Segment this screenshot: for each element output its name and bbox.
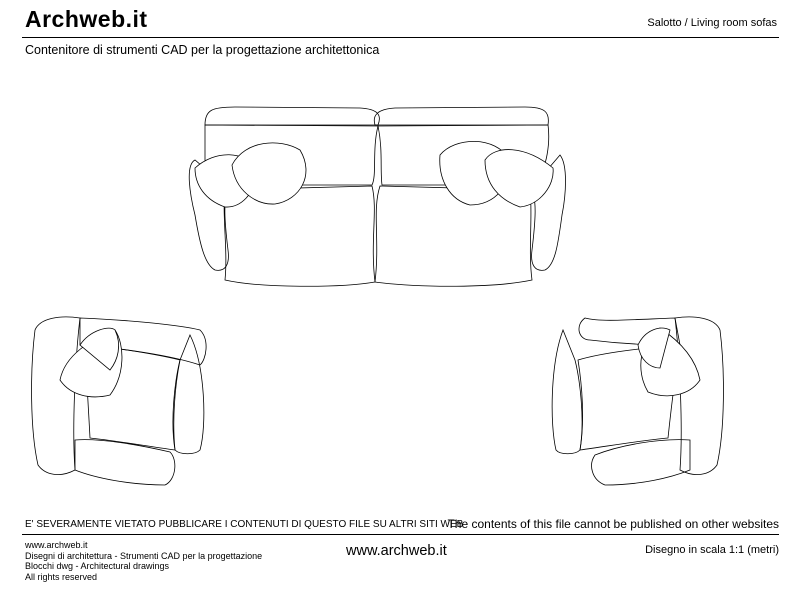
armchair-right bbox=[552, 317, 723, 485]
armchair-right-arm-side bbox=[552, 330, 582, 454]
sofa-two-seater bbox=[189, 107, 565, 286]
footer-line: All rights reserved bbox=[25, 571, 98, 582]
scale-note: Disegno in scala 1:1 (metri) bbox=[645, 544, 779, 556]
footer-line: Blocchi dwg - Architectural drawings bbox=[25, 561, 170, 571]
copyright-notice-english: The contents of this file cannot be published on other websites bbox=[447, 517, 779, 531]
armchair-left-arm-side bbox=[173, 335, 204, 454]
brand-title: Archweb.it bbox=[25, 6, 148, 32]
sofa-pillow-4 bbox=[485, 150, 553, 207]
sofa-back-right bbox=[374, 107, 548, 125]
footer-website: www.archweb.it bbox=[346, 543, 447, 559]
footer-info bbox=[25, 540, 262, 582]
footer-line: Disegni di architettura - Strumenti CAD per la progettazione bbox=[25, 550, 263, 561]
footer-rule bbox=[22, 534, 779, 535]
header-rule bbox=[22, 37, 779, 38]
armchair-left-back bbox=[32, 317, 80, 475]
armchair-left-front bbox=[75, 440, 175, 485]
copyright-notice-italian: E' SEVERAMENTE VIETATO PUBBLICARE I CONTENUTI DI QUESTO FILE SU ALTRI SITI WEB bbox=[25, 519, 464, 530]
drawing-subject: Salotto / Living room sofas bbox=[647, 17, 777, 29]
subtitle: Contenitore di strumenti CAD per la progettazione architettonica bbox=[25, 43, 380, 57]
footer-line: www.archweb.it bbox=[25, 540, 88, 550]
armchair-right-back bbox=[675, 317, 723, 475]
armchair-left bbox=[32, 317, 207, 485]
cad-drawing bbox=[0, 90, 800, 510]
sofa-back-left bbox=[205, 107, 379, 125]
sofa-seat-left bbox=[224, 186, 375, 286]
